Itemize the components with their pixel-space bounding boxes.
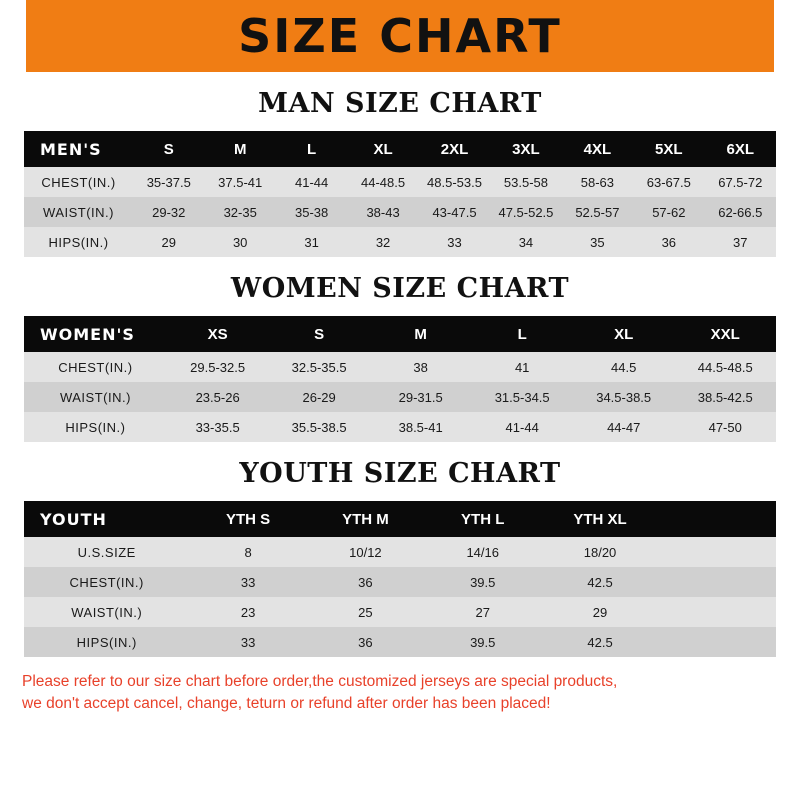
cell: 29-31.5 xyxy=(370,382,472,412)
table-man xyxy=(24,131,776,257)
table-women xyxy=(24,316,776,442)
cell: 23.5-26 xyxy=(167,382,269,412)
table-row xyxy=(24,627,776,657)
col-header: YTH XL xyxy=(541,501,658,537)
section-youth xyxy=(0,458,800,657)
section-man xyxy=(0,88,800,257)
cell: 35.5-38.5 xyxy=(268,412,370,442)
cell: 27 xyxy=(424,597,541,627)
col-header: 2XL xyxy=(419,131,490,167)
table-youth xyxy=(24,501,776,657)
cell: 39.5 xyxy=(424,567,541,597)
row-header: HIPS(IN.) xyxy=(24,227,133,257)
footer-note-line-1: Please refer to our size chart before order,the customized jerseys are special products, xyxy=(22,673,618,690)
col-header: YTH M xyxy=(307,501,424,537)
cell: 47-50 xyxy=(674,412,776,442)
cell: 53.5-58 xyxy=(490,167,561,197)
row-header: U.S.SIZE xyxy=(24,537,189,567)
section-women xyxy=(0,273,800,442)
col-header: XL xyxy=(347,131,418,167)
cell: 34.5-38.5 xyxy=(573,382,675,412)
cell: 43-47.5 xyxy=(419,197,490,227)
cell: 41-44 xyxy=(276,167,347,197)
cell: 39.5 xyxy=(424,627,541,657)
cell: 38 xyxy=(370,352,472,382)
cell: 26-29 xyxy=(268,382,370,412)
cell: 33 xyxy=(189,567,306,597)
row-header: HIPS(IN.) xyxy=(24,627,189,657)
section-title-women: WOMEN SIZE CHART xyxy=(230,273,570,304)
cell: 34 xyxy=(490,227,561,257)
cell: 42.5 xyxy=(541,567,658,597)
cell: 32 xyxy=(347,227,418,257)
cell: 42.5 xyxy=(541,627,658,657)
col-header: L xyxy=(471,316,573,352)
cell: 29 xyxy=(133,227,204,257)
page-title: SIZE CHART xyxy=(238,9,562,63)
col-header: L xyxy=(276,131,347,167)
col-header: 5XL xyxy=(633,131,704,167)
col-header: MEN'S xyxy=(24,131,133,167)
cell xyxy=(659,627,776,657)
banner xyxy=(0,0,800,72)
section-title-youth: YOUTH SIZE CHART xyxy=(239,458,561,489)
table-row xyxy=(24,227,776,257)
col-header: 4XL xyxy=(562,131,633,167)
table-row xyxy=(24,382,776,412)
cell: 35-38 xyxy=(276,197,347,227)
cell: 33 xyxy=(189,627,306,657)
col-header: XL xyxy=(573,316,675,352)
col-header: YOUTH xyxy=(24,501,189,537)
col-header: YTH S xyxy=(189,501,306,537)
col-header: M xyxy=(204,131,275,167)
row-header: CHEST(IN.) xyxy=(24,567,189,597)
cell: 36 xyxy=(307,567,424,597)
cell: 37 xyxy=(705,227,776,257)
cell: 29-32 xyxy=(133,197,204,227)
cell: 23 xyxy=(189,597,306,627)
row-header: WAIST(IN.) xyxy=(24,197,133,227)
cell: 41-44 xyxy=(471,412,573,442)
cell: 32.5-35.5 xyxy=(268,352,370,382)
cell: 29 xyxy=(541,597,658,627)
cell: 10/12 xyxy=(307,537,424,567)
cell: 35-37.5 xyxy=(133,167,204,197)
section-title-man: MAN SIZE CHART xyxy=(258,88,542,119)
cell: 44.5-48.5 xyxy=(674,352,776,382)
footer-note xyxy=(0,671,800,716)
table-header-row xyxy=(24,501,776,537)
table-row xyxy=(24,412,776,442)
col-header: 6XL xyxy=(705,131,776,167)
cell: 47.5-52.5 xyxy=(490,197,561,227)
cell: 33 xyxy=(419,227,490,257)
table-row xyxy=(24,197,776,227)
col-header: S xyxy=(133,131,204,167)
cell: 14/16 xyxy=(424,537,541,567)
cell xyxy=(659,597,776,627)
cell: 38.5-41 xyxy=(370,412,472,442)
col-header: YTH L xyxy=(424,501,541,537)
cell: 31.5-34.5 xyxy=(471,382,573,412)
cell: 62-66.5 xyxy=(705,197,776,227)
cell: 38.5-42.5 xyxy=(674,382,776,412)
row-header: HIPS(IN.) xyxy=(24,412,167,442)
col-header: S xyxy=(268,316,370,352)
cell: 41 xyxy=(471,352,573,382)
cell: 37.5-41 xyxy=(204,167,275,197)
table-row xyxy=(24,167,776,197)
cell: 29.5-32.5 xyxy=(167,352,269,382)
col-header: XXL xyxy=(674,316,776,352)
banner-left-notch xyxy=(0,0,26,72)
cell: 58-63 xyxy=(562,167,633,197)
banner-right-notch xyxy=(774,0,800,72)
cell: 63-67.5 xyxy=(633,167,704,197)
table-row xyxy=(24,537,776,567)
cell: 44.5 xyxy=(573,352,675,382)
cell xyxy=(659,567,776,597)
cell: 36 xyxy=(307,627,424,657)
row-header: CHEST(IN.) xyxy=(24,167,133,197)
cell: 32-35 xyxy=(204,197,275,227)
col-header: 3XL xyxy=(490,131,561,167)
cell xyxy=(659,537,776,567)
cell: 8 xyxy=(189,537,306,567)
cell: 36 xyxy=(633,227,704,257)
cell: 67.5-72 xyxy=(705,167,776,197)
cell: 31 xyxy=(276,227,347,257)
cell: 25 xyxy=(307,597,424,627)
col-header xyxy=(659,501,776,537)
cell: 35 xyxy=(562,227,633,257)
table-row xyxy=(24,567,776,597)
table-header-row xyxy=(24,131,776,167)
cell: 44-47 xyxy=(573,412,675,442)
col-header: M xyxy=(370,316,472,352)
cell: 18/20 xyxy=(541,537,658,567)
cell: 52.5-57 xyxy=(562,197,633,227)
cell: 38-43 xyxy=(347,197,418,227)
row-header: WAIST(IN.) xyxy=(24,382,167,412)
cell: 33-35.5 xyxy=(167,412,269,442)
footer-note-line-2: we don't accept cancel, change, teturn or refund after order has been placed! xyxy=(22,695,551,713)
table-row xyxy=(24,352,776,382)
col-header: XS xyxy=(167,316,269,352)
row-header: CHEST(IN.) xyxy=(24,352,167,382)
table-row xyxy=(24,597,776,627)
table-header-row xyxy=(24,316,776,352)
cell: 30 xyxy=(204,227,275,257)
cell: 48.5-53.5 xyxy=(419,167,490,197)
cell: 44-48.5 xyxy=(347,167,418,197)
col-header: WOMEN'S xyxy=(24,316,167,352)
row-header: WAIST(IN.) xyxy=(24,597,189,627)
cell: 57-62 xyxy=(633,197,704,227)
